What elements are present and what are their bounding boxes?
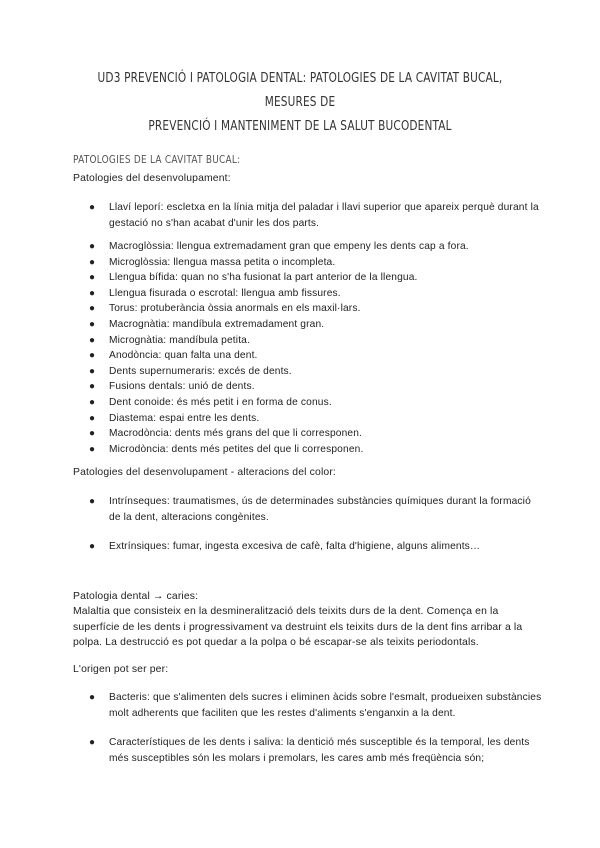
list-item	[73, 333, 543, 349]
title-line-2: PREVENCIÓ I MANTENIMENT DE LA SALUT BUCODENTAL	[148, 118, 452, 134]
list-item	[73, 395, 543, 411]
list-item-text: Anodòncia: quan falta una dent.	[109, 350, 258, 362]
bullet-icon: ●	[89, 496, 96, 507]
list-item-text: Bacteris: que s'alimenten dels sucres i eliminen àcids sobre l'esmalt, produeixen substàncies molt adherents que faciliten que les restes d'aliments s'enganxin a la dent.	[109, 692, 542, 719]
bullet-icon: ●	[89, 241, 96, 252]
caries-line: superfície de les dents i progressivament va destruint els teixits durs de la dent fins arribar a la	[73, 621, 523, 633]
list-item-text: Dent conoide: és més petit i en forma de conus.	[109, 396, 332, 408]
caries-line: polpa. La destrucció es pot quedar a la polpa o bé escapar-se als teixits periodontals.	[73, 637, 479, 649]
bullet-icon: ●	[89, 443, 96, 455]
list-item	[73, 494, 543, 525]
dev-list-1	[73, 200, 543, 231]
list-item	[73, 348, 543, 364]
list-item	[73, 255, 543, 271]
list-item-text: Característiques de les dents i saliva: la dentició més susceptible és la temporal, les dents més susceptibles són les molars i premolars, les cares amb més freqüència són;	[109, 737, 530, 764]
list-item	[73, 539, 543, 555]
list-item	[73, 239, 543, 255]
list-item-text: Llaví leporí: escletxa en la línia mitja del paladar i llavi superior que apareix perquè durant la gestació no s'han acabat d'unir les dos parts.	[109, 202, 539, 229]
list-item-text: Torus: protuberància òssia anormals en els maxil·lars.	[109, 303, 361, 315]
list-item	[73, 364, 543, 380]
list-item-text: Micrognàtia: mandíbula petita.	[109, 334, 250, 346]
bullet-icon: ●	[89, 272, 96, 284]
list-item	[73, 411, 543, 427]
origin-list	[73, 690, 543, 766]
list-item-text: Macroglòssia: llengua extremadament gran que empeny les dents cap a fora.	[109, 241, 469, 252]
dev-heading: Patologies del desenvolupament:	[73, 173, 231, 184]
list-item	[73, 690, 543, 721]
list-item-text: Macrodòncia: dents més grans del que li corresponen.	[109, 428, 363, 440]
bullet-icon: ●	[89, 737, 96, 749]
document-title	[94, 66, 507, 138]
bullet-icon: ●	[89, 541, 96, 553]
dev-list-2	[73, 239, 543, 457]
bullet-icon: ●	[89, 396, 96, 408]
list-item	[73, 200, 543, 231]
list-item	[73, 301, 543, 317]
list-item-text: Microglòssia: llengua massa petita o incompleta.	[109, 256, 336, 268]
bullet-icon: ●	[89, 202, 96, 213]
bullet-icon: ●	[89, 350, 96, 362]
bullet-icon: ●	[89, 334, 96, 346]
list-item-text: Diastema: espai entre les dents.	[109, 412, 260, 424]
bullet-icon: ●	[89, 365, 96, 377]
bullet-icon: ●	[89, 381, 96, 393]
list-item-text: Llengua fisurada o escrotal: llengua amb fissures.	[109, 287, 341, 299]
caries-heading: Patologia dental → caries:	[73, 591, 199, 602]
list-item	[73, 379, 543, 395]
list-item-text: Intrínseques: traumatismes, ús de determinades substàncies químiques durant la formació de la dent, alteracions congènites.	[109, 496, 531, 523]
section-heading: PATOLOGIES DE LA CAVITAT BUCAL:	[73, 154, 241, 166]
list-item-text: Llengua bífida: quan no s'ha fusionat la part anterior de la llengua.	[109, 272, 418, 284]
list-item-text: Microdòncia: dents més petites del que li corresponen.	[109, 443, 364, 455]
bullet-icon: ●	[89, 428, 96, 440]
bullet-icon: ●	[89, 303, 96, 315]
bullet-icon: ●	[89, 287, 96, 299]
caries-line: Malaltia que consisteix en la desmineralització dels teixits durs de la dent. Comença en la	[73, 606, 499, 617]
list-item	[73, 317, 543, 333]
color-heading: Patologies del desenvolupament - alteracions del color:	[73, 467, 336, 478]
list-item	[73, 442, 543, 458]
title-line-1: UD3 PREVENCIÓ I PATOLOGIA DENTAL: PATOLOGIES DE LA CAVITAT BUCAL, MESURES DE	[97, 70, 503, 110]
list-item	[73, 735, 543, 766]
list-item-text: Dents supernumeraris: excés de dents.	[109, 365, 292, 377]
bullet-icon: ●	[89, 692, 96, 703]
color-list	[73, 494, 543, 555]
list-item-text: Macrognàtia: mandíbula extremadament gran.	[109, 318, 325, 330]
list-item	[73, 286, 543, 302]
list-item-text: Extrínsiques: fumar, ingesta excesiva de cafè, falta d'higiene, alguns aliments…	[109, 541, 481, 553]
bullet-icon: ●	[89, 318, 96, 330]
caries-paragraph	[73, 604, 543, 651]
bullet-icon: ●	[89, 412, 96, 424]
list-item	[73, 270, 543, 286]
list-item-text: Fusions dentals: unió de dents.	[109, 381, 255, 393]
list-item	[73, 426, 543, 442]
bullet-icon: ●	[89, 256, 96, 268]
origin-line: L'origen pot ser per:	[73, 664, 169, 675]
